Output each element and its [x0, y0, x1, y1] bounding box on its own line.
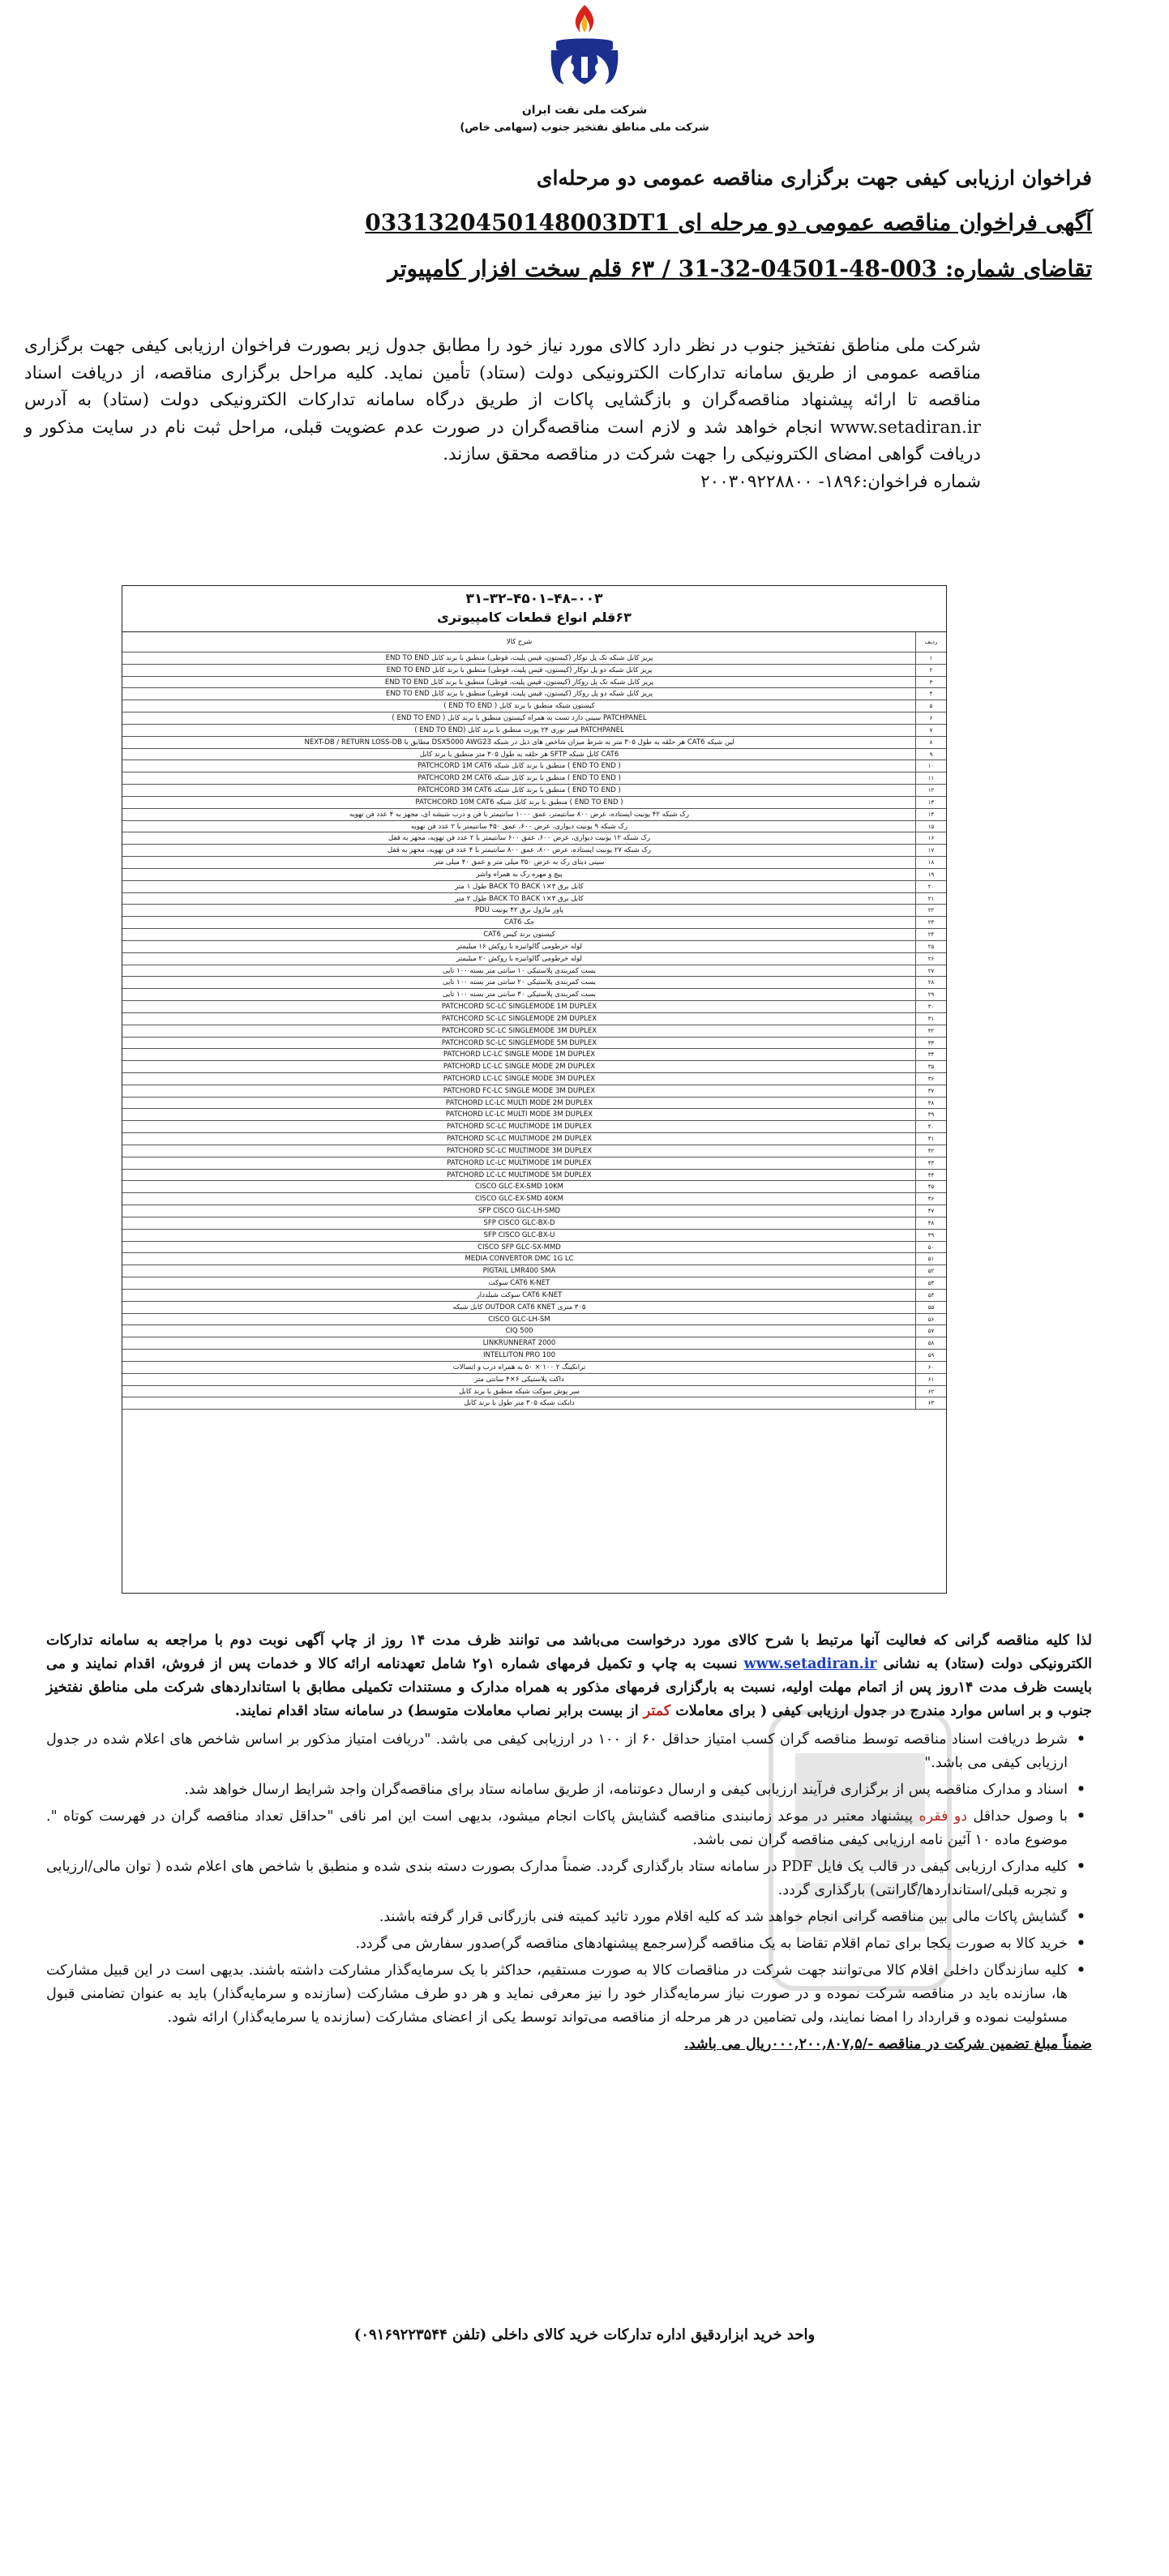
table-row: [122, 749, 946, 761]
table-row: [122, 1205, 946, 1217]
row-number: ۳۲: [915, 1025, 946, 1037]
table-row: [122, 677, 946, 689]
row-number: ۱۶: [915, 832, 946, 844]
row-number: ۵۴: [915, 1290, 946, 1301]
row-number: ۱۸: [915, 857, 946, 868]
row-description: لوله خرطومی گالوانیزه با روکش ۱۶ میلیمتر: [456, 942, 582, 951]
row-description: INTELLITON PRO 100: [483, 1351, 555, 1360]
row-description: PATCHCORD SC-LC SINGLEMODE 1M DUPLEX: [441, 1003, 597, 1012]
table-row: [122, 977, 946, 989]
row-number: ۵۹: [915, 1350, 946, 1361]
table-row: [122, 712, 946, 725]
row-number: ۲۶: [915, 953, 946, 965]
row-number: ۹: [915, 749, 946, 760]
table-row: [122, 809, 946, 821]
condition-3a: با وصول حداقل: [973, 1808, 1068, 1825]
row-number: ۲۵: [915, 941, 946, 952]
condition-item: • اسناد و مدارک مناقصه پس از برگزاری فرآیند ارزیابی کیفی و ارسال دعوتنامه، از طریق سامانه ستاد برای مناقصه‌گران واجد شرایط ارسال خواهد شد.: [46, 1778, 1068, 1802]
row-description: CISCO GLC-EX-SMD 40KM: [474, 1195, 564, 1204]
row-description: SFP CISCO GLC-BX-D: [483, 1218, 555, 1227]
row-description: PATCHCORD SC-LC SINGLEMODE 5M DUPLEX: [441, 1038, 597, 1047]
row-number: ۳۰: [915, 1001, 946, 1012]
condition-item: • کلیه مدارک ارزیابی کیفی در قالب یک فایل PDF در سامانه ستاد بارگذاری گردد. ضمناً مدارک بصورت دسته بندی شده و منطبق با شاخص های اعلام شده ( توان مالی/ارزیابی و تجربه قبلی/استانداردها/گارانتی) بارگذاری گردد.: [46, 1855, 1068, 1902]
row-number: ۲۲: [915, 905, 946, 916]
condition-item: [46, 1805, 1068, 1852]
table-row: [122, 1230, 946, 1242]
table-row: [122, 1325, 946, 1337]
table-rows: [122, 631, 946, 1594]
condition-3b: پیشنهاد معتبر در موعد زمانبندی مناقصه گشایش پاکات انجام میشود، بدیهی است این امر نافی "حداقل تعداد مناقصه گران در فهرست کوتاه ". موضوع ماده ۱۰ آئین نامه ارزیابی کیفی مناقصه گران نمی باشد.: [46, 1808, 1068, 1848]
table-row: [122, 1121, 946, 1133]
announcement-number: شماره فراخوان:۱۸۹۶- ۲۰۰۳۰۹۲۲۸۸۰۰: [700, 471, 981, 492]
row-description: CISCO SFP GLC-SX-MMD: [477, 1243, 561, 1252]
row-number: ۶: [915, 712, 946, 724]
row-description: CAT6 کابل شبکه SFTP هر حلقه به طول ۳۰۵ متر منطبق با برند کابل: [419, 750, 619, 759]
row-number: ۴۱: [915, 1133, 946, 1145]
condition-item: • گشایش پاکات مالی بین مناقصه گرانی انجام خواهد شد که کلیه اقلام مورد تائید کمیته فنی بازرگانی قرار گرفته باشند.: [46, 1906, 1068, 1929]
title-line-2: آگهی فراخوان مناقصه عمومی دو مرحله ای 0331320450148003DT1: [365, 209, 1092, 236]
row-number: ۵۳: [915, 1277, 946, 1289]
title-line-3: تقاضای شماره: 003-48-04501-32-31 / ۶۳ قلم سخت افزار کامپیوتر: [388, 255, 1092, 282]
row-description: PATCHCORD SC-LC SINGLEMODE 3M DUPLEX: [441, 1026, 597, 1035]
row-number: ۲۴: [915, 929, 946, 940]
row-description: بست کمربندی پلاستیکی ۳۰ سانتی متر بسته ۱۰۰ تایی: [443, 991, 596, 999]
row-description: PATCHORD LC-LC SINGLE MODE 3M DUPLEX: [443, 1074, 596, 1083]
table-row: [122, 760, 946, 772]
row-description: کیستون شبکه منطبق با برند کابل ( END TO END ): [443, 702, 595, 711]
row-number: ۳۴: [915, 1049, 946, 1060]
intro-paragraph: شرکت ملی مناطق نفتخیز جنوب در نظر دارد کالای مورد نیاز خود را مطابق جدول زیر بصورت فراخوان ارزیابی کیفی جهت برگزاری مناقصه عمومی از طریق سامانه تدارکات الکترونیکی دولت (ستاد) تأمین نماید. کلیه مراحل برگزاری مناقصه، از دریافت اسناد مناقصه تا ارائه پیشنهاد مناقصه‌گران و بازگشایی پاکات از طریق درگاه سامانه تدارکات الکترونیکی دولت (ستاد) به آدرس www.setadiran.ir انجام خواهد شد و لازم است مناقصه‌گران در صورت عدم عضویت قبلی، مراحل ثبت نام در سایت مذکور و دریافت گواهی امضای الکترونیکی را جهت شرکت در مناقصه محقق سازند.: [24, 336, 981, 464]
row-number: ۱۰: [915, 760, 946, 772]
row-number: ۱۴: [915, 809, 946, 820]
row-number: ۵۵: [915, 1302, 946, 1313]
table-row: [122, 1374, 946, 1386]
row-number: ۱۹: [915, 869, 946, 880]
row-number: ۴۵: [915, 1181, 946, 1192]
row-number: ۲۱: [915, 893, 946, 905]
row-description: رک شبکه ۴۲ یونیت ایستاده، عرض ۸۰۰ سانتیمتر، عمق ۱۰۰۰ سانتیمتر با فن و درب شیشه ای، مجهز به ۴ عدد فن تهویه: [349, 810, 689, 819]
row-number: ۲۹: [915, 989, 946, 1000]
row-number: ۲۷: [915, 965, 946, 977]
row-description: رک شبکه ۲۷ یونیت ایستاده، عرض ۸۰۰، عمق ۸۰۰ سانتیمتر با ۴ عدد فن تهویه، مجهز به قفل: [388, 846, 651, 855]
row-number: ۳۱: [915, 1013, 946, 1025]
condition-item: • کلیه سازندگان داخلی اقلام کالا می‌توانند جهت شرکت در مناقصات کالا به صورت مستقیم، حداکثر با یک سرمایه‌گذار مشارکت داشته باشند. بدیهی است در این قبیل مشارکت ها، سازنده باید در مناقصه شرکت نموده و در صورت نیاز سرمایه‌گذار خود را نیز معرفی نماید و هر دو طرف مشارکت (سازنده و سرمایه‌گذار) باید به عنوان تضامنی قبول مسئولیت نموده و قرارداد را امضا نمایند، ولی تضامین در هر مرحله از مناقصه می‌تواند توسط یکی از اعضای مشارکت (سازنده یا سرمایه‌گذار) ارائه شود.: [46, 1959, 1068, 2030]
table-row: [122, 1350, 946, 1362]
row-description: PATCHPANEL فیبر نوری ۲۴ پورت منطبق با برند کابل (END TO END ): [414, 725, 624, 734]
table-row: [122, 1217, 946, 1230]
notes-p1c: از بیست برابر نصاب معاملات متوسط) در سامانه ستاد اقدام نمایند.: [234, 1703, 639, 1719]
row-number: ۴: [915, 688, 946, 700]
column-header-desc: شرح کالا: [506, 638, 533, 646]
table-row: [122, 869, 946, 881]
table-row: [122, 953, 946, 965]
row-number: ۶۱: [915, 1374, 946, 1385]
intro-text: [24, 332, 981, 495]
row-description: ترانکینگ ۲ ۱۰۰ × ۵۰ به همراه درب و اتصالات: [452, 1363, 586, 1371]
row-number: ۴۶: [915, 1193, 946, 1205]
row-description: کابل برق ۳×۱ BACK TO BACK طول ۲ متر: [455, 894, 584, 903]
table-row: [122, 917, 946, 929]
table-row: [122, 1025, 946, 1038]
row-number: ۵: [915, 700, 946, 712]
row-description: MEDIA CONVERTOR DMC 1G LC: [465, 1255, 574, 1264]
column-header-row: ردیف: [915, 632, 946, 652]
table-row: [122, 1098, 946, 1110]
row-description: ( END TO END ) منطبق با برند کابل شبکه PATCHCORD 10M CAT6: [415, 798, 623, 807]
title-line-1: فراخوان ارزیابی کیفی جهت برگزاری مناقصه عمومی دو مرحله‌ای: [536, 166, 1092, 190]
subsidiary-name: شرکت ملی مناطق نفتخیز جنوب (سهامی خاص): [460, 122, 709, 134]
row-number: ۵۲: [915, 1265, 946, 1277]
row-description: CISCO GLC-LH-SM: [488, 1315, 550, 1324]
row-description: پریز کابل شبکه دو پل روکار (کیستون، قیس پلیت، قوطی) منطبق با برند کابل END TO END: [385, 690, 653, 699]
condition-item: • شرط دریافت اسناد مناقصه توسط مناقصه گران کسب امتیاز حداقل ۶۰ از ۱۰۰ در ارزیابی کیفی می باشد. "دریافت امتیاز مذکور بر اساس شاخص های اعلام شده در جدول ارزیابی کیفی می باشد.": [46, 1728, 1068, 1775]
table-row: [122, 941, 946, 953]
row-description: PATCHORD LC-LC MULTI MODE 3M DUPLEX: [445, 1110, 593, 1119]
table-row: [122, 785, 946, 797]
table-row: [122, 881, 946, 893]
row-number: ۴۳: [915, 1157, 946, 1169]
table-row: [122, 1386, 946, 1398]
table-row: [122, 1314, 946, 1326]
row-description: PATCHORD SC-LC MULTIMODE 1M DUPLEX: [446, 1123, 593, 1132]
table-row: [122, 929, 946, 941]
row-description: پریز کابل شبکه دو پل توکار (کیستون، قیس پلیت، قوطی) منطبق با برند کابل END TO END: [386, 665, 653, 674]
row-description: کابل برق ۳×۱ BACK TO BACK طول ۱ متر: [455, 882, 584, 891]
row-description: PATCHORD LC-LC MULTIMODE 1M DUPLEX: [447, 1158, 592, 1167]
row-description: رک شبکه ۹ یونیت دیواری، عرض ۶۰۰، عمق ۴۵۰ سانتیمتر با ۲ عدد فن تهویه: [410, 822, 628, 831]
logo-area: [0, 0, 1169, 97]
table-row: [122, 1362, 946, 1374]
table-row: [122, 1277, 946, 1290]
row-description: پیچ و مهره رک به همراه واشر: [476, 870, 563, 879]
row-description: ( END TO END ) منطبق با برند کابل شبکه PATCHCORD 1M CAT6: [418, 762, 621, 771]
row-description: PATCHORD LC-LC SINGLE MODE 1M DUPLEX: [443, 1051, 596, 1059]
row-number: ۷: [915, 725, 946, 736]
row-description: PIGTAIL LMR400 SMA: [482, 1267, 556, 1276]
table-row: [122, 857, 946, 869]
row-number: ۳۹: [915, 1109, 946, 1120]
row-description: ۳۰۵ متری OUTDOR CAT6 KNET کابل شبکه: [452, 1303, 586, 1312]
row-number: ۳۷: [915, 1085, 946, 1097]
row-description: LINKRUNNERAT 2000: [482, 1339, 556, 1348]
row-number: ۱۱: [915, 772, 946, 784]
row-number: ۴۴: [915, 1170, 946, 1181]
row-description: ( END TO END ) منطبق با برند کابل شبکه PATCHCORD 2M CAT6: [418, 774, 621, 783]
table-row: [122, 1145, 946, 1157]
table-row: [122, 653, 946, 665]
row-number: ۱۷: [915, 845, 946, 856]
table-row: [122, 1073, 946, 1085]
row-description: PATCHORD LC-LC MULTIMODE 5M DUPLEX: [447, 1170, 592, 1179]
row-description: ( END TO END ) منطبق با برند کابل شبکه PATCHCORD 3M CAT6: [418, 786, 621, 795]
notes-section: [46, 1629, 1092, 2061]
table-row: [122, 1193, 946, 1205]
table-row: [122, 1061, 946, 1073]
table-row: [122, 1337, 946, 1350]
row-number: ۳: [915, 677, 946, 688]
row-number: ۴۲: [915, 1145, 946, 1157]
table-heading-number: ۰۰۳–۴۸–۴۵۰۱–۳۲–۳۱: [465, 591, 603, 607]
row-description: لین شبکه CAT6 هر حلقه به طول ۳۰۵ متر به شرط میزان شاخص های ذیل در شبکه DSX5000 AWG23 مطابق با NEXT-DB / RETURN LOSS-DB: [304, 738, 734, 747]
row-number: ۱۲: [915, 785, 946, 796]
row-description: داکت پلاستیکی ۶×۴ سانتی متر: [474, 1375, 564, 1384]
row-description: SFP CISCO GLC-LH-SMD: [477, 1207, 561, 1216]
table-row: [122, 905, 946, 917]
table-row: [122, 821, 946, 833]
row-description: PATCHORD SC-LC MULTIMODE 3M DUPLEX: [446, 1146, 593, 1155]
table-row: [122, 1109, 946, 1121]
table-row: [122, 737, 946, 749]
row-description: CISCO GLC-EX-SMD 10KM: [474, 1183, 564, 1192]
row-description: کیستون برند کیس CAT6: [483, 931, 555, 939]
row-number: ۴۸: [915, 1217, 946, 1229]
row-number: ۶۰: [915, 1362, 946, 1373]
guarantee-amount: ضمناً مبلغ تضمین شرکت در مناقصه -/۰۰۰,۲۰۰,۸۰۷,۵ریال می باشد.: [683, 2036, 1092, 2052]
table-row: [122, 1085, 946, 1098]
row-number: ۲۰: [915, 881, 946, 892]
row-number: ۳۸: [915, 1098, 946, 1109]
row-description: سینی دیتای رک به عرض ۳۵۰ میلی متر و عمق ۴۰ میلی متر: [434, 858, 605, 867]
notes-p1: لذا کلیه مناقصه گرانی که فعالیت آنها مرتبط با شرح کالای مورد درخواست می‌باشد می توانند ظرف مدت ۱۴ روز از چاپ آگهی نوبت دوم با مراجعه به سامانه تدارکات الکترونیکی دولت (ستاد) به نشانی: [46, 1632, 1093, 1672]
table-row: [122, 688, 946, 700]
table-row: [122, 965, 946, 978]
row-description: پریز کابل شبکه تک پل روکار (کیستون، قیس پلیت، قوطی) منطبق با برند کابل END TO END: [384, 678, 654, 687]
row-number: ۳۶: [915, 1073, 946, 1085]
table-row: [122, 772, 946, 785]
table-row: [122, 1181, 946, 1193]
table-header-row: [122, 632, 946, 653]
row-number: ۶۳: [915, 1397, 946, 1409]
row-description: جک CAT6: [503, 918, 535, 927]
row-number: ۴۷: [915, 1205, 946, 1217]
table-row: [122, 989, 946, 1001]
notes-accent-less: کمتر: [643, 1703, 671, 1719]
table-row: [122, 1049, 946, 1061]
row-description: PATCHORD SC-LC MULTIMODE 2M DUPLEX: [446, 1135, 593, 1144]
table-row: [122, 1265, 946, 1277]
row-description: PATCHORD LC-LC SINGLE MODE 2M DUPLEX: [443, 1063, 596, 1072]
notes-main-paragraph: [46, 1629, 1092, 1723]
row-number: ۳۵: [915, 1061, 946, 1072]
table-row: [122, 1157, 946, 1170]
row-description: پریز کابل شبکه تک پل توکار (کیستون، قیس پلیت، قوطی) منطبق با برند کابل END TO END: [385, 654, 653, 662]
row-description: CAT6 K-NET سوکت شیلددار: [476, 1290, 563, 1299]
row-description: PATCHORD FC-LC SINGLE MODE 3M DUPLEX: [443, 1086, 596, 1095]
row-number: ۲۸: [915, 977, 946, 988]
row-number: ۲: [915, 665, 946, 676]
row-description: PATCHCORD SC-LC SINGLEMODE 2M DUPLEX: [441, 1014, 597, 1023]
company-name: شرکت ملی نفت ایران: [521, 104, 648, 117]
table-row: [122, 832, 946, 845]
row-description: پاور ماژول برق ۴۲ یونیت PDU: [475, 906, 563, 915]
row-number: ۵۶: [915, 1314, 946, 1325]
table-row: [122, 845, 946, 857]
table-row: [122, 725, 946, 737]
table-row: [122, 1038, 946, 1050]
table-heading-title: ۶۳قلم انواع قطعات کامپیوتری: [437, 610, 632, 625]
table-row: [122, 665, 946, 677]
table-row: [122, 1001, 946, 1013]
table-row: [122, 1170, 946, 1182]
row-number: ۵۰: [915, 1242, 946, 1253]
table-row: [122, 1397, 946, 1410]
setadiran-link[interactable]: www.setadiran.ir: [743, 1656, 877, 1672]
row-number: ۵۱: [915, 1253, 946, 1264]
table-row: [122, 1242, 946, 1254]
table-row: [122, 700, 946, 712]
row-number: ۴۰: [915, 1121, 946, 1132]
footer-contact: واحد خرید ابزاردقیق اداره تدارکات خرید کالای داخلی (تلفن ۰۹۱۶۹۲۲۳۵۴۴): [353, 2326, 816, 2343]
row-description: لوله خرطومی گالوانیزه با روکش ۲۰ میلیمتر: [456, 954, 582, 963]
row-description: بست کمربندی پلاستیکی ۱۰ سانتی متر بسته ۱۰۰ تایی: [443, 966, 596, 975]
notes-p1b: نسبت به چاپ و تکمیل فرمهای شماره ۱و۲ شامل تعهدنامه ارائه کالا و خدمات پس از فروش، اقدام نمایند و می بایست ظرف مدت ۱۴روز پس از اتمام مهلت اولیه، نسبت به بارگزاری فرمهای مذکور به همراه مدارک و مستندات تکمیلی مطابق با استانداردهای شرکت ملی مناطق نفتخیز جنوب و بر اساس موارد مندرج در جدول ارزیابی کیفی ( برای معاملات: [46, 1656, 1092, 1719]
table-row: [122, 893, 946, 905]
table-row: [122, 797, 946, 809]
row-number: ۵۸: [915, 1337, 946, 1349]
table-row: [122, 1290, 946, 1302]
row-number: ۱۵: [915, 821, 946, 832]
table-row: [122, 1302, 946, 1314]
row-number: ۴۹: [915, 1230, 946, 1241]
table-row: [122, 1013, 946, 1025]
row-description: CAT6 K-NET سوکت: [488, 1279, 550, 1288]
conditions-list: [46, 1728, 1092, 2030]
row-description: SFP CISCO GLC-BX-U: [483, 1230, 555, 1239]
table-row: [122, 1133, 946, 1145]
row-description: دایکت شبکه ۳۰۵ متر طول با برند کابل: [464, 1399, 575, 1408]
row-description: PATCHORD LC-LC MULTI MODE 2M DUPLEX: [445, 1098, 593, 1107]
items-table: [122, 585, 947, 1594]
nioc-logo-icon: [524, 0, 645, 97]
row-description: PATCHPANEL سینی دارد تست به همراه کیستون منطبق با برند کابل ( END TO END ): [392, 714, 647, 723]
row-description: سر پوش سوکت شبکه منطبق با برند کابل: [459, 1387, 580, 1396]
row-number: ۳۳: [915, 1038, 946, 1049]
row-description: CIQ 500: [505, 1327, 533, 1336]
row-number: ۸: [915, 737, 946, 748]
table-row: [122, 1253, 946, 1265]
row-description: بست کمربندی پلاستیکی ۲۰ سانتی متر بسته ۱۰۰ تایی: [443, 978, 596, 987]
row-number: ۶۲: [915, 1386, 946, 1397]
condition-3-accent: دو فقره: [918, 1808, 968, 1825]
row-number: ۱۳: [915, 797, 946, 808]
row-description: رک شبکه ۱۲ یونیت دیواری، عرض ۶۰۰، عمق ۶۰۰ سانتیمتر با ۲ عدد فن تهویه، مجهز به قفل: [388, 834, 650, 843]
row-number: ۵۷: [915, 1325, 946, 1337]
condition-item: • خرید کالا به صورت یکجا برای تمام اقلام تقاضا به یک مناقصه گر(سرجمع پیشنهادهای مناقصه گر)صدور سفارش می گردد.: [46, 1932, 1068, 1956]
row-number: ۲۳: [915, 917, 946, 928]
row-number: ۱: [915, 653, 946, 664]
